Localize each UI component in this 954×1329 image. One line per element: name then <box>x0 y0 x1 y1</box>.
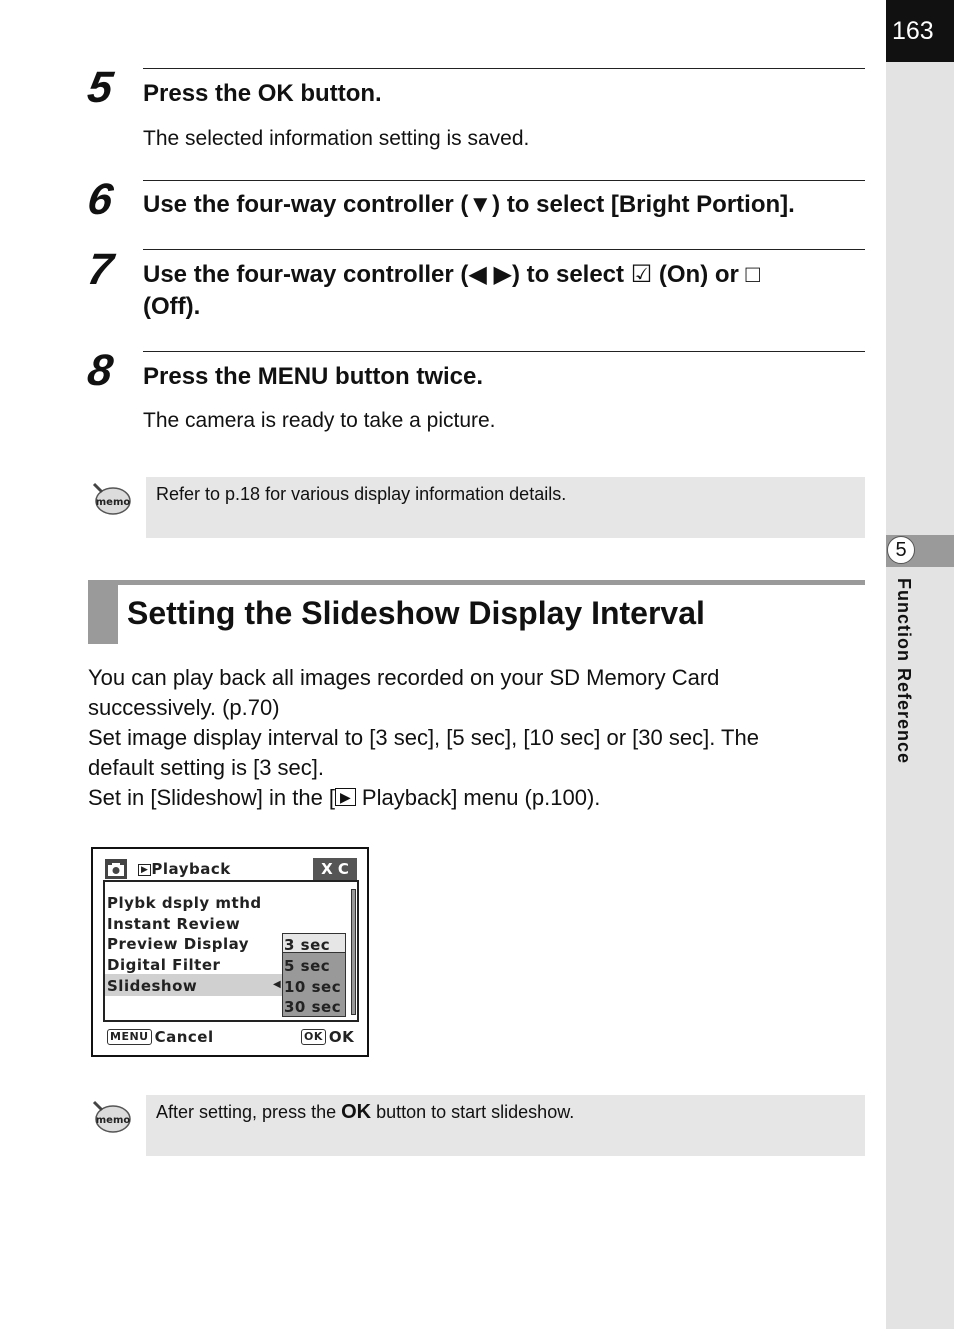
chapter-number: 5 <box>887 536 915 564</box>
checkbox-on-icon: ☑ <box>630 261 653 288</box>
memo-note: After setting, press the OK button to start slideshow. <box>146 1095 865 1156</box>
step-title: Use the four-way controller (▼) to select [Bright Portion]. <box>143 191 795 218</box>
step-number: 8 <box>84 346 116 395</box>
step-title: Press the MENU button twice. <box>143 363 484 390</box>
playback-icon: ▶ <box>335 788 356 806</box>
step-number: 7 <box>84 245 116 294</box>
step-divider <box>143 68 865 69</box>
memo-note: Refer to p.18 for various display information details. <box>146 477 865 538</box>
memo-icon <box>92 1100 132 1134</box>
step-title: Use the four-way controller (◀ ▶) to select ☑ (On) or □ (Off). <box>143 261 761 320</box>
menu-tab-bar <box>103 857 359 881</box>
tab-setup[interactable]: Ⅹ C <box>313 858 357 880</box>
camera-icon <box>105 859 127 879</box>
interval-option[interactable]: 30 sec <box>284 998 342 1016</box>
section-rule <box>88 580 865 585</box>
menu-key-icon: MENU <box>107 1029 152 1045</box>
step-body: The camera is ready to take a picture. <box>143 409 496 432</box>
svg-text:memo: memo <box>95 1115 131 1126</box>
interval-option[interactable]: 5 sec <box>284 957 331 975</box>
section-title: Setting the Slideshow Display Interval <box>127 595 705 631</box>
step-divider <box>143 180 865 181</box>
menu-item[interactable]: Digital Filter <box>107 956 221 974</box>
menu-item[interactable]: Instant Review <box>107 915 241 933</box>
menu-item[interactable]: Preview Display <box>107 935 250 953</box>
checkbox-off-icon: □ <box>745 261 761 288</box>
chapter-title: Function Reference <box>894 578 914 765</box>
ok-key-icon: OK <box>301 1029 326 1045</box>
cancel-hint[interactable]: MENU Cancel <box>107 1027 214 1047</box>
step-number: 5 <box>84 63 116 112</box>
interval-option[interactable]: 3 sec <box>284 936 331 954</box>
down-arrow-icon: ▼ <box>468 191 493 218</box>
left-right-arrows-icon: ◀ ▶ <box>468 261 512 288</box>
interval-option[interactable]: 10 sec <box>284 978 342 996</box>
step-divider <box>143 249 865 250</box>
step-number: 6 <box>84 175 116 224</box>
section-marker <box>88 580 118 644</box>
ok-button-icon: OK <box>341 1101 372 1123</box>
playback-icon: ▶ <box>138 864 151 876</box>
step-divider <box>143 351 865 352</box>
ok-hint[interactable]: OK OK <box>301 1027 354 1047</box>
left-arrow-icon: ◀ <box>273 979 281 990</box>
step-body: The selected information setting is saved. <box>143 127 530 150</box>
camera-menu-screen <box>91 847 369 1057</box>
step-title: Press the OK button. <box>143 80 382 107</box>
page-number: 163 <box>886 0 954 62</box>
menu-scrollbar[interactable] <box>351 889 356 1015</box>
menu-item-slideshow[interactable]: Slideshow <box>107 977 198 995</box>
tab-playback[interactable]: ▶ Playback <box>138 859 231 879</box>
svg-text:memo: memo <box>95 497 131 508</box>
menu-item[interactable]: Plybk dsply mthd <box>107 894 262 912</box>
section-paragraph: You can play back all images recorded on your SD Memory Card successively. (p.70) Set image display interval to [3 sec], [5 sec], [10 sec] or [30 sec]. The default setting is [3 sec]. Set in [Slideshow] in the [ ▶ Playback] menu (p.100). <box>88 665 759 810</box>
memo-icon <box>92 482 132 516</box>
